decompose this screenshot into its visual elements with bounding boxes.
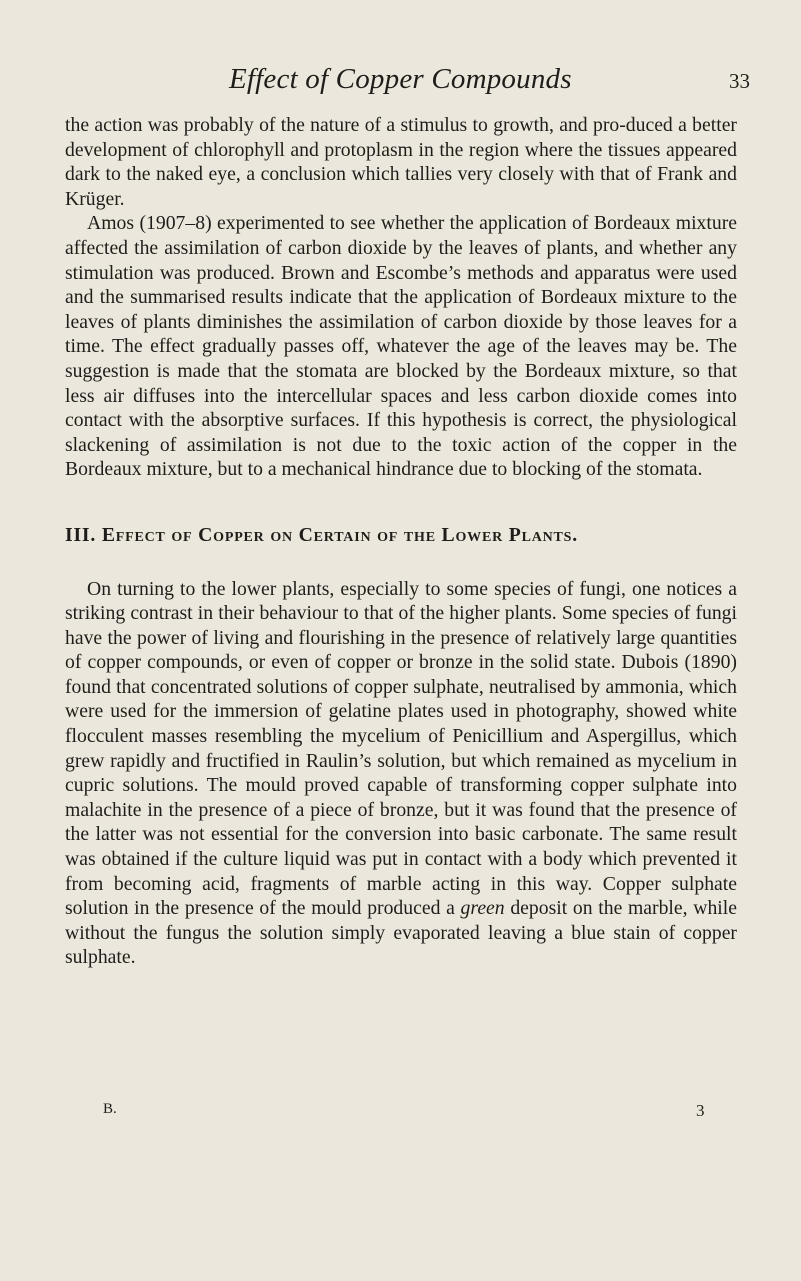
- italic-word: green: [460, 897, 505, 920]
- paragraph-amos: Amos (1907–8) experimented to see whether the application of Bordeaux mixture affected the assimilation of carbon dioxide by the leaves of plants, and whether any stimulation was produced. Brown and Escombe’s methods and apparatus were used and the summarised results indicate that the application of Bordeaux mixture to the leaves of plants diminishes the assimilation of carbon dioxide by those leaves for a time. The effect gradually passes off, whatever the age of the leaves may be. The suggestion is made that the stomata are blocked by the Bordeaux mixture, so that less air diffuses into the intercellular spaces and less carbon dioxide comes into contact with the absorptive surfaces. If this hypothesis is correct, the physiological slackening of assimilation is not due to the toxic action of the copper in the Bordeaux mixture, but to a mechanical hindrance due to blocking of the stomata.: [65, 212, 737, 481]
- section-heading: III. Effect of Copper on Certain of the Lower Plants.: [65, 523, 578, 546]
- page-number: 33: [729, 69, 750, 93]
- running-header: [0, 62, 801, 106]
- paragraph-lower-plants: [65, 577, 737, 971]
- paragraph-text-part-1: On turning to the lower plants, especially to some species of fungi, one notices a striking contrast in their behaviour to that of the higher plants. Some species of fungi have the power of living and flourishing in the presence of relatively large quantities of copper compounds, or even of copper or bronze in the solid state. Dubois (1890) found that concentrated solutions of copper sulphate, neutralised by ammonia, which were used for the immersion of gelatine plates used in photography, showed white flocculent masses resembling the mycelium of Penicillium and Aspergillus, which grew rapidly and fructified in Raulin’s solution, but which remained as mycelium in cupric solutions. The mould proved capable of transforming copper sulphate into malachite in the presence of a piece of bronze, but it was found that the presence of the latter was not essential for the conversion into basic carbonate. The same result was obtained if the culture liquid was put in contact with a body which prevented it from becoming acid, fragments of marble acting in this way. Copper sulphate solution in the presence of the mould produced a: [65, 577, 737, 920]
- signature-mark: B.: [103, 1101, 117, 1117]
- body-text: [65, 113, 737, 970]
- paragraph-continuation: the action was probably of the nature of a stimulus to growth, and pro-duced a better development of chlorophyll and protoplasm in the region where the tissues appeared dark to the naked eye, a conclusion which tallies very closely with that of Frank and Krüger.: [65, 114, 737, 210]
- paragraph-text-part-2: deposit on the marble, while without the fungus the solution simply evaporated leaving a blue stain of copper sulphate.: [65, 897, 737, 969]
- running-title: Effect of Copper Compounds: [229, 63, 572, 95]
- page-footer: [0, 1101, 801, 1125]
- sheet-number: 3: [696, 1101, 705, 1120]
